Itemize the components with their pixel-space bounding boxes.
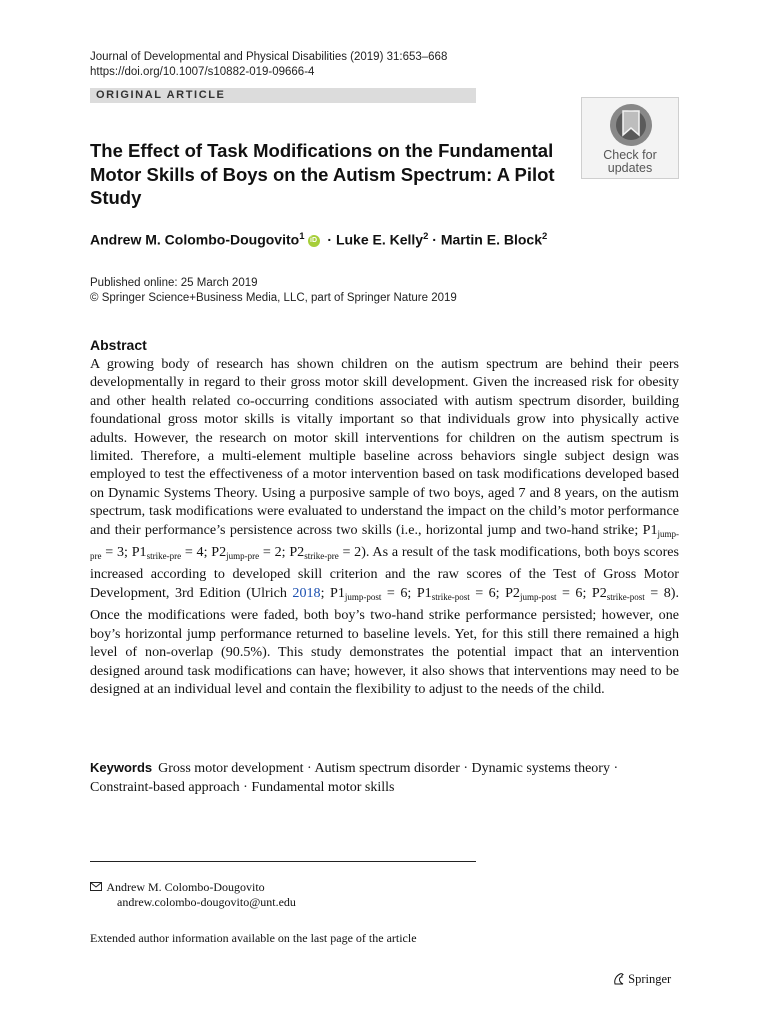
title-line-2: Motor Skills of Boys on the Autism Spectrum: A Pilot: [90, 163, 555, 185]
publisher-name: Springer: [628, 972, 672, 986]
title-line-1: The Effect of Task Modifications on the Fundamental: [90, 140, 554, 161]
corresponding-author-email[interactable]: andrew.colombo-dougovito@unt.edu: [117, 895, 296, 909]
author-name: Luke E. Kelly: [335, 231, 424, 248]
keywords-heading: Keywords: [90, 760, 153, 775]
springer-horse-icon: [612, 972, 625, 985]
doi-link[interactable]: https://doi.org/10.1007/s10882-019-09666-4: [90, 65, 315, 78]
article-type-label: ORIGINAL ARTICLE: [96, 89, 226, 101]
extended-author-info: Extended author information available on the last page of the article: [90, 931, 417, 945]
publisher-logo: [612, 972, 671, 987]
correspondence-footnote: [90, 880, 296, 910]
paper-title: [90, 139, 580, 210]
copyright-line: © Springer Science+Business Media, LLC, part of Springer Nature 2019: [90, 291, 457, 304]
orcid-icon[interactable]: iD: [308, 235, 320, 247]
abstract-heading: Abstract: [90, 337, 147, 353]
title-line-3: Study: [90, 187, 142, 208]
journal-header: [90, 50, 447, 79]
citation-link[interactable]: 2018: [292, 584, 321, 601]
envelope-icon: [90, 880, 104, 895]
check-for-updates-label: Check for updates: [603, 148, 657, 175]
bookmark-update-icon: [608, 102, 654, 148]
publication-info: [90, 276, 457, 305]
author-affiliation: 1: [299, 231, 305, 242]
check-for-updates-button[interactable]: [581, 97, 679, 179]
article-type-banner: [90, 88, 476, 103]
author-affiliation: 2: [542, 231, 548, 242]
abstract-body: A growing body of research has shown children on the autism spectrum are behind their peers developmentally in regard to their gross motor skill development. Given the increased risk for obesity and other health related co-occurring conditions associated with autism spectrum disorder, building foundational gross motor skills is vitally important so that individuals grow into physically active adults. However, the research on motor skill interventions for children on the autism spectrum is limited. Therefore, a multi-element multiple baseline across behaviors single subject design was employed to test the effectiveness of a motor intervention based on task modifications developed based on Dynamic Systems Theory. Using a purposive sample of two boys, aged 7 and 8 years, on the autism spectrum, task modifications were evaluated to understand the impact on the child’s motor performance and their performance’s persistence across two skills (i.e., horizontal jump and two-hand strike; $P1_{jump-pre} = 3$; $P1_{strike-pre} = 4$; $P2_{jump-pre} = 2$; $P2_{strike-pre} = 2$). As a result of the task modifications, both boys scores increased according to developed skill criterion and the raw scores of the Test of Gross Motor Development, 3rd Edition (Ulrich 2018; $P1_{jump-post} = 6$; $P1_{strike-post} = 6$; $P2_{jump-post} = 6$; $P2_{strike-post} = 8$). Once the modifications were faded, both boy’s two-hand strike performance persisted; however, one boy’s horizontal jump performance returned to baseline levels. Yet, for this still there remained a high level of non-overlap (90.5%). This study demonstrates the potential impact that an intervention designed around task modifications can have; however, it also shows that interventions may need to be designed at an individual level and contain the flexibility to adjust to the needs of the child.: [90, 356, 680, 697]
footnote-divider: [90, 861, 476, 862]
copyright-icon: ©: [90, 291, 99, 304]
journal-citation: Journal of Developmental and Physical Disabilities (2019) 31:653–668: [90, 51, 448, 63]
author-list: Andrew M. Colombo-Dougovito$^1$ iD · Luke E. Kelly$^2$ · Martin E. Block$^2$: [90, 231, 548, 248]
published-date: Published online: 25 March 2019: [90, 277, 258, 289]
author-name: Martin E. Block: [440, 231, 542, 248]
author-affiliation: 2: [423, 231, 429, 242]
keywords-section: [90, 759, 680, 797]
corresponding-author-name: Andrew M. Colombo-Dougovito: [106, 880, 265, 894]
author-name: Andrew M. Colombo-Dougovito: [90, 231, 300, 248]
keywords-list: Gross motor development · Autism spectrum disorder · Dynamic systems theory · Constraint-based approach · Fundamental motor skills: [90, 761, 619, 795]
